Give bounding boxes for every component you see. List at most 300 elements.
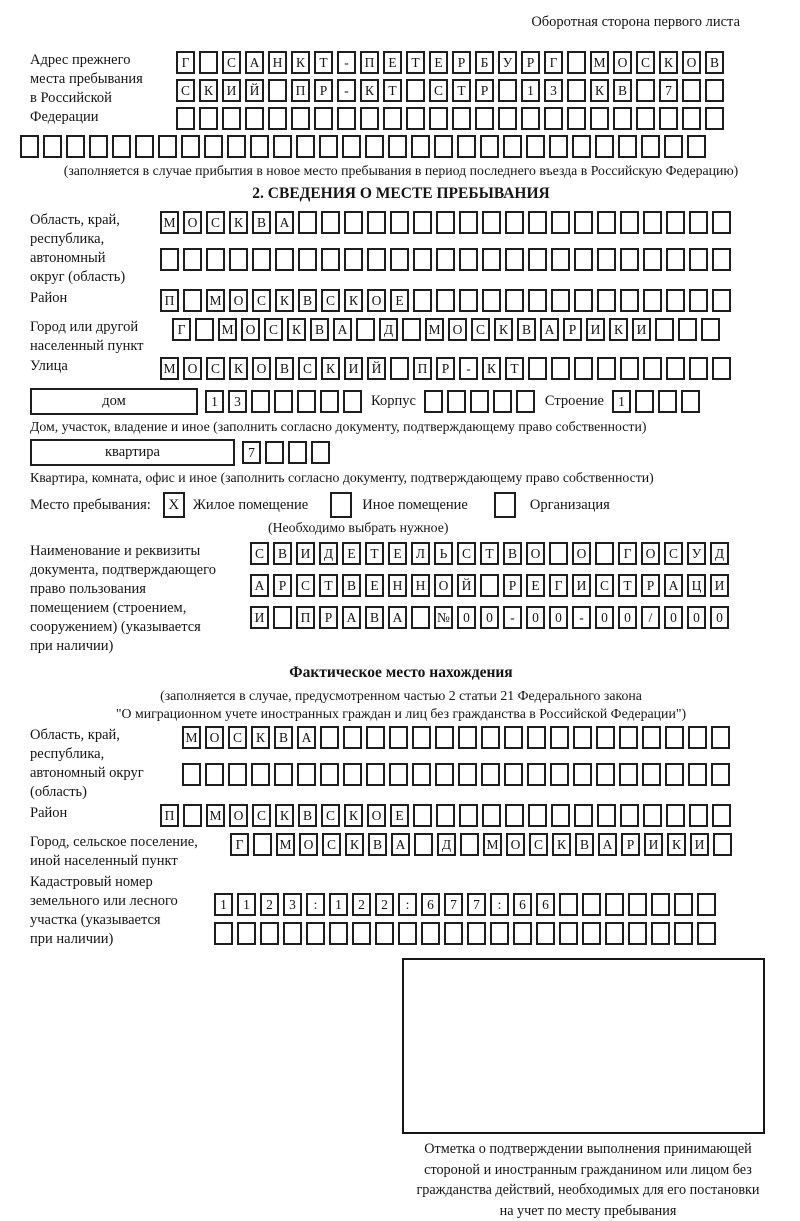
char-cell[interactable]: О [252, 357, 271, 380]
char-cell[interactable] [274, 390, 293, 413]
char-cell[interactable]: В [365, 606, 384, 629]
char-cell[interactable] [505, 211, 524, 234]
char-cell[interactable]: Р [563, 318, 582, 341]
char-cell[interactable] [620, 357, 639, 380]
char-cell[interactable] [482, 248, 501, 271]
char-cell[interactable] [597, 248, 616, 271]
char-cell[interactable]: И [222, 79, 241, 102]
char-cell[interactable] [411, 606, 430, 629]
char-cell[interactable]: / [641, 606, 660, 629]
char-cell[interactable] [666, 248, 685, 271]
char-cell[interactable]: Т [383, 79, 402, 102]
char-cell[interactable]: Г [176, 51, 195, 74]
char-cell[interactable] [421, 922, 440, 945]
char-cell[interactable]: И [690, 833, 709, 856]
char-cell[interactable] [713, 833, 732, 856]
char-cell[interactable] [620, 804, 639, 827]
char-cell[interactable]: К [344, 804, 363, 827]
char-cell[interactable] [550, 763, 569, 786]
char-cell[interactable]: П [413, 357, 432, 380]
char-cell[interactable] [467, 922, 486, 945]
char-cell[interactable]: Д [319, 542, 338, 565]
char-cell[interactable] [429, 107, 448, 130]
char-cell[interactable]: Г [544, 51, 563, 74]
char-cell[interactable]: П [160, 804, 179, 827]
char-cell[interactable]: С [176, 79, 195, 102]
char-cell[interactable] [597, 357, 616, 380]
char-cell[interactable] [360, 107, 379, 130]
char-cell[interactable]: К [482, 357, 501, 380]
char-cell[interactable] [620, 211, 639, 234]
char-cell[interactable] [275, 248, 294, 271]
char-cell[interactable]: О [229, 804, 248, 827]
char-cell[interactable]: В [275, 357, 294, 380]
char-cell[interactable]: В [517, 318, 536, 341]
char-cell[interactable]: Л [411, 542, 430, 565]
char-cell[interactable]: Г [172, 318, 191, 341]
char-cell[interactable]: С [298, 357, 317, 380]
char-cell[interactable] [528, 289, 547, 312]
char-cell[interactable]: В [705, 51, 724, 74]
char-cell[interactable]: Т [618, 574, 637, 597]
char-cell[interactable]: 6 [536, 893, 555, 916]
char-cell[interactable] [66, 135, 85, 158]
char-cell[interactable] [176, 107, 195, 130]
char-cell[interactable] [383, 107, 402, 130]
char-cell[interactable] [628, 922, 647, 945]
char-cell[interactable] [265, 441, 284, 464]
char-cell[interactable] [481, 763, 500, 786]
char-cell[interactable]: Р [452, 51, 471, 74]
char-cell[interactable]: - [337, 51, 356, 74]
char-cell[interactable] [613, 107, 632, 130]
char-cell[interactable]: А [333, 318, 352, 341]
char-cell[interactable]: Н [411, 574, 430, 597]
char-cell[interactable] [182, 763, 201, 786]
char-cell[interactable]: - [337, 79, 356, 102]
char-cell[interactable]: Й [245, 79, 264, 102]
char-cell[interactable] [475, 107, 494, 130]
char-cell[interactable]: К [659, 51, 678, 74]
char-cell[interactable]: К [229, 357, 248, 380]
char-cell[interactable]: 7 [242, 441, 261, 464]
char-cell[interactable] [573, 763, 592, 786]
char-cell[interactable] [712, 211, 731, 234]
char-cell[interactable] [320, 726, 339, 749]
char-cell[interactable]: 1 [329, 893, 348, 916]
char-cell[interactable] [406, 107, 425, 130]
char-cell[interactable] [505, 804, 524, 827]
char-cell[interactable] [689, 248, 708, 271]
char-cell[interactable] [636, 107, 655, 130]
char-cell[interactable] [528, 804, 547, 827]
char-cell[interactable] [642, 726, 661, 749]
char-cell[interactable] [689, 357, 708, 380]
char-cell[interactable] [643, 211, 662, 234]
char-cell[interactable] [298, 248, 317, 271]
char-cell[interactable] [681, 390, 700, 413]
char-cell[interactable] [343, 726, 362, 749]
char-cell[interactable] [498, 79, 517, 102]
char-cell[interactable]: А [342, 606, 361, 629]
char-cell[interactable]: А [388, 606, 407, 629]
char-cell[interactable] [711, 763, 730, 786]
char-cell[interactable] [268, 107, 287, 130]
char-cell[interactable]: О [229, 289, 248, 312]
char-cell[interactable] [574, 289, 593, 312]
char-cell[interactable]: М [218, 318, 237, 341]
char-cell[interactable] [195, 318, 214, 341]
char-cell[interactable]: К [552, 833, 571, 856]
char-cell[interactable] [435, 763, 454, 786]
char-cell[interactable] [199, 107, 218, 130]
char-cell[interactable]: О [613, 51, 632, 74]
char-cell[interactable] [688, 726, 707, 749]
char-cell[interactable] [619, 726, 638, 749]
char-cell[interactable] [697, 893, 716, 916]
char-cell[interactable] [628, 893, 647, 916]
char-cell[interactable]: И [296, 542, 315, 565]
char-cell[interactable] [89, 135, 108, 158]
char-cell[interactable] [181, 135, 200, 158]
char-cell[interactable] [665, 726, 684, 749]
char-cell[interactable]: К [494, 318, 513, 341]
char-cell[interactable]: О [572, 542, 591, 565]
char-cell[interactable] [352, 922, 371, 945]
char-cell[interactable]: С [296, 574, 315, 597]
char-cell[interactable]: : [398, 893, 417, 916]
char-cell[interactable]: П [360, 51, 379, 74]
char-cell[interactable] [135, 135, 154, 158]
char-cell[interactable] [482, 804, 501, 827]
char-cell[interactable]: С [595, 574, 614, 597]
char-cell[interactable] [666, 804, 685, 827]
char-cell[interactable]: Р [475, 79, 494, 102]
char-cell[interactable] [620, 248, 639, 271]
char-cell[interactable] [297, 390, 316, 413]
char-cell[interactable]: С [206, 211, 225, 234]
char-cell[interactable] [398, 922, 417, 945]
char-cell[interactable]: И [572, 574, 591, 597]
char-cell[interactable] [567, 107, 586, 130]
char-cell[interactable] [274, 763, 293, 786]
char-cell[interactable] [250, 135, 269, 158]
char-cell[interactable] [504, 763, 523, 786]
char-cell[interactable] [20, 135, 39, 158]
char-cell[interactable] [521, 107, 540, 130]
char-cell[interactable] [306, 922, 325, 945]
char-cell[interactable]: С [471, 318, 490, 341]
char-cell[interactable]: В [368, 833, 387, 856]
char-cell[interactable] [291, 107, 310, 130]
char-cell[interactable] [222, 107, 241, 130]
char-cell[interactable]: К [291, 51, 310, 74]
char-cell[interactable]: В [273, 542, 292, 565]
char-cell[interactable] [689, 804, 708, 827]
char-cell[interactable] [253, 833, 272, 856]
char-cell[interactable]: О [682, 51, 701, 74]
char-cell[interactable] [572, 135, 591, 158]
char-cell[interactable]: Е [342, 542, 361, 565]
char-cell[interactable] [389, 726, 408, 749]
char-cell[interactable]: 3 [228, 390, 247, 413]
char-cell[interactable] [574, 211, 593, 234]
char-cell[interactable] [651, 922, 670, 945]
char-cell[interactable]: О [183, 211, 202, 234]
char-cell[interactable] [436, 211, 455, 234]
char-cell[interactable]: А [245, 51, 264, 74]
char-cell[interactable]: Т [505, 357, 524, 380]
char-cell[interactable]: 0 [595, 606, 614, 629]
char-cell[interactable]: : [490, 893, 509, 916]
char-cell[interactable]: И [644, 833, 663, 856]
char-cell[interactable]: В [613, 79, 632, 102]
char-cell[interactable]: О [299, 833, 318, 856]
char-cell[interactable]: Г [230, 833, 249, 856]
char-cell[interactable]: О [205, 726, 224, 749]
char-cell[interactable] [503, 135, 522, 158]
char-cell[interactable]: С [664, 542, 683, 565]
char-cell[interactable] [712, 289, 731, 312]
checkbox-organization[interactable] [494, 492, 516, 518]
char-cell[interactable] [228, 763, 247, 786]
char-cell[interactable] [414, 833, 433, 856]
char-cell[interactable]: Т [406, 51, 425, 74]
char-cell[interactable] [444, 922, 463, 945]
char-cell[interactable] [413, 289, 432, 312]
char-cell[interactable] [412, 763, 431, 786]
char-cell[interactable]: Н [268, 51, 287, 74]
char-cell[interactable] [712, 357, 731, 380]
char-cell[interactable] [559, 893, 578, 916]
char-cell[interactable] [297, 763, 316, 786]
char-cell[interactable] [343, 763, 362, 786]
char-cell[interactable]: М [206, 804, 225, 827]
char-cell[interactable] [452, 107, 471, 130]
char-cell[interactable]: К [345, 833, 364, 856]
char-cell[interactable] [551, 211, 570, 234]
char-cell[interactable] [319, 135, 338, 158]
char-cell[interactable] [337, 107, 356, 130]
char-cell[interactable]: 7 [659, 79, 678, 102]
char-cell[interactable]: В [503, 542, 522, 565]
char-cell[interactable] [674, 893, 693, 916]
char-cell[interactable] [206, 248, 225, 271]
char-cell[interactable]: А [664, 574, 683, 597]
char-cell[interactable]: - [459, 357, 478, 380]
char-cell[interactable] [527, 763, 546, 786]
char-cell[interactable] [204, 135, 223, 158]
char-cell[interactable]: К [275, 804, 294, 827]
char-cell[interactable] [493, 390, 512, 413]
char-cell[interactable] [406, 79, 425, 102]
char-cell[interactable] [366, 763, 385, 786]
char-cell[interactable] [605, 922, 624, 945]
char-cell[interactable] [344, 211, 363, 234]
char-cell[interactable]: К [609, 318, 628, 341]
char-cell[interactable]: И [586, 318, 605, 341]
char-cell[interactable] [237, 922, 256, 945]
char-cell[interactable] [596, 763, 615, 786]
char-cell[interactable]: Ь [434, 542, 453, 565]
char-cell[interactable] [283, 922, 302, 945]
char-cell[interactable]: Ц [687, 574, 706, 597]
char-cell[interactable] [658, 390, 677, 413]
char-cell[interactable] [567, 79, 586, 102]
char-cell[interactable]: Е [526, 574, 545, 597]
char-cell[interactable] [712, 804, 731, 827]
char-cell[interactable]: Д [710, 542, 729, 565]
char-cell[interactable] [365, 135, 384, 158]
char-cell[interactable] [659, 107, 678, 130]
char-cell[interactable] [329, 922, 348, 945]
char-cell[interactable] [367, 211, 386, 234]
char-cell[interactable]: А [598, 833, 617, 856]
char-cell[interactable]: С [429, 79, 448, 102]
char-cell[interactable]: М [483, 833, 502, 856]
char-cell[interactable] [482, 289, 501, 312]
char-cell[interactable] [251, 763, 270, 786]
char-cell[interactable]: У [687, 542, 706, 565]
char-cell[interactable] [481, 726, 500, 749]
char-cell[interactable] [252, 248, 271, 271]
char-cell[interactable]: К [321, 357, 340, 380]
char-cell[interactable]: И [250, 606, 269, 629]
char-cell[interactable]: О [367, 289, 386, 312]
checkbox-residential[interactable]: X [163, 492, 185, 518]
char-cell[interactable]: 7 [467, 893, 486, 916]
char-cell[interactable]: 0 [457, 606, 476, 629]
char-cell[interactable] [678, 318, 697, 341]
char-cell[interactable] [460, 833, 479, 856]
char-cell[interactable]: С [636, 51, 655, 74]
char-cell[interactable]: И [710, 574, 729, 597]
char-cell[interactable] [436, 248, 455, 271]
char-cell[interactable] [705, 79, 724, 102]
char-cell[interactable] [590, 107, 609, 130]
char-cell[interactable]: 0 [480, 606, 499, 629]
char-cell[interactable]: - [572, 606, 591, 629]
char-cell[interactable]: 0 [549, 606, 568, 629]
char-cell[interactable] [605, 893, 624, 916]
char-cell[interactable] [470, 390, 489, 413]
char-cell[interactable]: 3 [544, 79, 563, 102]
char-cell[interactable] [457, 135, 476, 158]
char-cell[interactable] [596, 726, 615, 749]
char-cell[interactable] [498, 107, 517, 130]
char-cell[interactable] [712, 248, 731, 271]
char-cell[interactable] [651, 893, 670, 916]
char-cell[interactable]: Р [621, 833, 640, 856]
char-cell[interactable]: С [250, 542, 269, 565]
char-cell[interactable] [665, 763, 684, 786]
char-cell[interactable] [689, 289, 708, 312]
char-cell[interactable]: М [160, 211, 179, 234]
char-cell[interactable]: М [276, 833, 295, 856]
char-cell[interactable]: О [641, 542, 660, 565]
char-cell[interactable]: П [296, 606, 315, 629]
char-cell[interactable]: О [183, 357, 202, 380]
char-cell[interactable]: Е [390, 804, 409, 827]
char-cell[interactable]: С [322, 833, 341, 856]
char-cell[interactable] [595, 135, 614, 158]
char-cell[interactable] [516, 390, 535, 413]
char-cell[interactable]: М [590, 51, 609, 74]
char-cell[interactable] [229, 248, 248, 271]
char-cell[interactable]: И [344, 357, 363, 380]
char-cell[interactable]: Н [388, 574, 407, 597]
char-cell[interactable]: С [457, 542, 476, 565]
char-cell[interactable]: Р [319, 606, 338, 629]
char-cell[interactable] [643, 248, 662, 271]
char-cell[interactable] [205, 763, 224, 786]
char-cell[interactable]: Б [475, 51, 494, 74]
char-cell[interactable] [595, 542, 614, 565]
char-cell[interactable] [273, 135, 292, 158]
char-cell[interactable]: И [632, 318, 651, 341]
char-cell[interactable]: А [297, 726, 316, 749]
char-cell[interactable] [619, 763, 638, 786]
char-cell[interactable]: К [344, 289, 363, 312]
char-cell[interactable] [574, 804, 593, 827]
char-cell[interactable]: С [252, 289, 271, 312]
char-cell[interactable]: К [287, 318, 306, 341]
char-cell[interactable] [412, 726, 431, 749]
char-cell[interactable] [375, 922, 394, 945]
char-cell[interactable] [356, 318, 375, 341]
char-cell[interactable] [544, 107, 563, 130]
char-cell[interactable] [697, 922, 716, 945]
char-cell[interactable]: Т [319, 574, 338, 597]
char-cell[interactable] [436, 289, 455, 312]
char-cell[interactable]: Р [521, 51, 540, 74]
char-cell[interactable] [574, 248, 593, 271]
char-cell[interactable]: О [448, 318, 467, 341]
char-cell[interactable]: : [306, 893, 325, 916]
char-cell[interactable]: 6 [421, 893, 440, 916]
char-cell[interactable]: С [321, 804, 340, 827]
char-cell[interactable]: Р [273, 574, 292, 597]
char-cell[interactable] [513, 922, 532, 945]
char-cell[interactable]: - [503, 606, 522, 629]
char-cell[interactable] [636, 79, 655, 102]
char-cell[interactable]: Т [480, 542, 499, 565]
char-cell[interactable]: Е [390, 289, 409, 312]
char-cell[interactable]: 0 [710, 606, 729, 629]
char-cell[interactable]: О [506, 833, 525, 856]
char-cell[interactable]: В [342, 574, 361, 597]
char-cell[interactable] [434, 135, 453, 158]
char-cell[interactable] [618, 135, 637, 158]
char-cell[interactable] [567, 51, 586, 74]
char-cell[interactable] [320, 763, 339, 786]
char-cell[interactable] [705, 107, 724, 130]
char-cell[interactable]: К [590, 79, 609, 102]
char-cell[interactable]: С [264, 318, 283, 341]
char-cell[interactable] [390, 211, 409, 234]
char-cell[interactable]: Д [379, 318, 398, 341]
char-cell[interactable]: Р [436, 357, 455, 380]
char-cell[interactable] [183, 248, 202, 271]
char-cell[interactable] [413, 804, 432, 827]
char-cell[interactable] [689, 211, 708, 234]
char-cell[interactable] [314, 107, 333, 130]
char-cell[interactable]: К [275, 289, 294, 312]
char-cell[interactable] [528, 248, 547, 271]
char-cell[interactable] [480, 574, 499, 597]
char-cell[interactable] [551, 804, 570, 827]
char-cell[interactable] [342, 135, 361, 158]
